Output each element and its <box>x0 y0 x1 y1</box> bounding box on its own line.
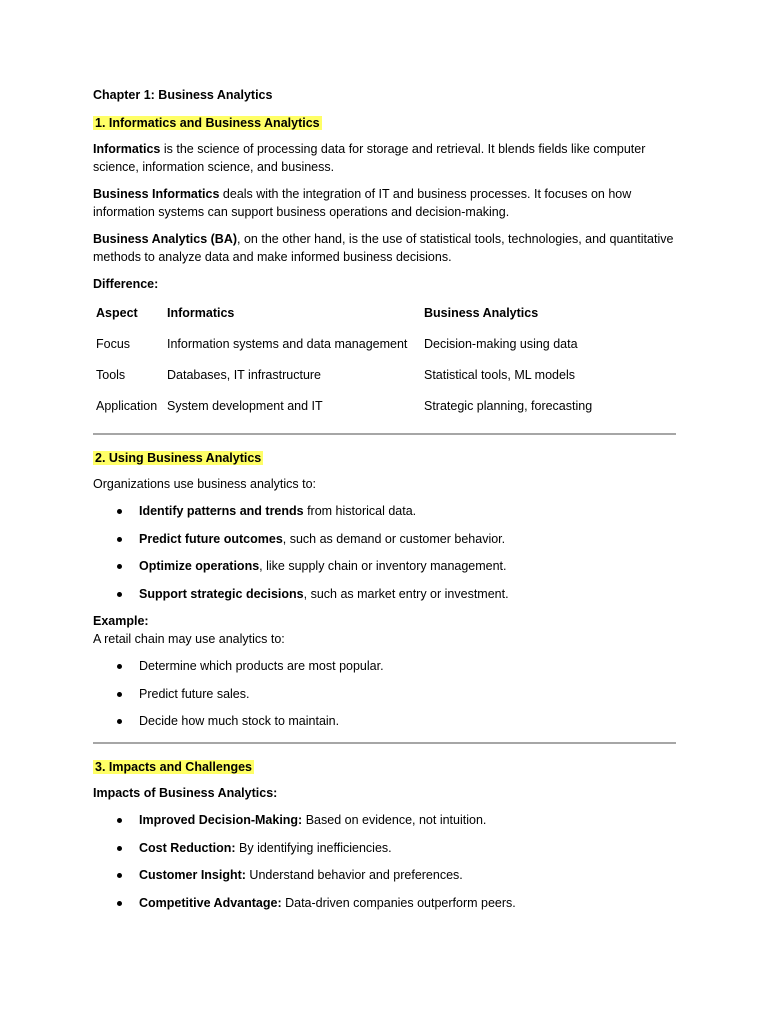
informatics-paragraph <box>93 140 676 176</box>
list-item-text: Decide how much stock to maintain. <box>139 714 340 728</box>
bullet-icon <box>117 846 122 851</box>
list-item-text: Determine which products are most popular. <box>139 659 384 673</box>
list-item <box>93 530 676 548</box>
section-3-heading <box>93 758 676 776</box>
section-2-heading <box>93 449 676 467</box>
table-cell: Information systems and data management <box>167 336 408 351</box>
table-header-cell: Informatics <box>167 305 235 320</box>
table-cell: Tools <box>96 367 126 382</box>
table-cell: Focus <box>96 336 131 351</box>
business-analytics-paragraph <box>93 230 676 266</box>
list-item <box>93 557 676 575</box>
list-item-text: from historical data. <box>303 504 417 518</box>
table-cell: Decision-making using data <box>424 336 578 351</box>
list-item-text: , like supply chain or inventory management. <box>259 559 507 573</box>
bullet-icon <box>117 509 122 514</box>
list-item-text: By identifying inefficiencies. <box>235 840 392 855</box>
table-row <box>93 390 674 421</box>
bullet-icon <box>117 818 122 823</box>
table-cell: Application <box>96 398 158 413</box>
section-divider <box>93 742 676 744</box>
table-cell: Databases, IT infrastructure <box>167 367 322 382</box>
list-item-bold: Support strategic decisions <box>139 586 304 601</box>
table-row <box>93 359 674 390</box>
bullet-icon <box>117 537 122 542</box>
bullet-icon <box>117 592 122 597</box>
list-item-text: Based on evidence, not intuition. <box>302 813 487 827</box>
uses-list <box>93 502 676 603</box>
example-list <box>93 657 676 730</box>
list-item-bold: Cost Reduction: <box>139 840 236 855</box>
bullet-icon <box>117 873 122 878</box>
business-informatics-paragraph <box>93 185 676 221</box>
example-label: Example: <box>93 614 149 628</box>
section-1-heading <box>93 114 676 132</box>
chapter-title: Chapter 1: Business Analytics <box>93 88 273 102</box>
bullet-icon <box>117 664 122 669</box>
bullet-icon <box>117 901 122 906</box>
table-cell: Strategic planning, forecasting <box>424 398 593 413</box>
section-1-heading-text: 1. Informatics and Business Analytics <box>95 116 320 130</box>
list-item-bold: Improved Decision-Making: <box>139 813 303 827</box>
list-item-text: Predict future sales. <box>139 686 250 701</box>
section-2-intro: Organizations use business analytics to: <box>93 477 317 491</box>
list-item-bold: Identify patterns and trends <box>139 504 304 518</box>
section-2-heading-text: 2. Using Business Analytics <box>95 451 262 465</box>
list-item-bold: Optimize operations <box>139 559 260 573</box>
list-item <box>93 839 676 857</box>
list-item <box>93 712 676 730</box>
list-item-text: , such as market entry or investment. <box>303 586 509 601</box>
list-item <box>93 894 676 912</box>
difference-label: Difference: <box>93 277 159 291</box>
list-item-text: , such as demand or customer behavior. <box>282 531 506 546</box>
impacts-list <box>93 811 676 912</box>
bullet-icon <box>117 564 122 569</box>
list-item-bold: Predict future outcomes <box>139 531 283 546</box>
business-analytics-term: Business Analytics (BA) <box>93 232 238 246</box>
table-cell: System development and IT <box>167 398 323 413</box>
list-item <box>93 585 676 603</box>
impacts-label: Impacts of Business Analytics: <box>93 786 278 800</box>
table-row <box>93 328 674 359</box>
table-cell: Statistical tools, ML models <box>424 367 575 382</box>
business-informatics-definition: deals with the integration of IT and business processes. It focuses on how information systems can support business operations and decision-making. <box>93 187 632 219</box>
list-item <box>93 811 676 829</box>
list-item <box>93 657 676 675</box>
difference-table <box>93 297 674 421</box>
bullet-icon <box>117 719 122 724</box>
list-item-bold: Customer Insight: <box>139 868 246 882</box>
table-header-cell: Business Analytics <box>424 305 539 320</box>
list-item <box>93 866 676 884</box>
document-page <box>93 86 676 921</box>
list-item <box>93 502 676 520</box>
list-item-bold: Competitive Advantage: <box>139 895 282 910</box>
business-informatics-term: Business Informatics <box>93 187 220 201</box>
bullet-icon <box>117 692 122 697</box>
table-header-cell: Aspect <box>96 305 138 320</box>
list-item-text: Understand behavior and preferences. <box>245 868 463 882</box>
informatics-term: Informatics <box>93 142 161 156</box>
informatics-definition: is the science of processing data for storage and retrieval. It blends fields like computer science, information science, and business. <box>93 142 646 174</box>
example-intro: A retail chain may use analytics to: <box>93 632 285 646</box>
list-item-text: Data-driven companies outperform peers. <box>281 895 516 910</box>
business-analytics-definition: , on the other hand, is the use of statistical tools, technologies, and quantitative methods to analyze data and make informed business decisions. <box>93 232 674 264</box>
table-header-row <box>93 297 674 328</box>
section-3-heading-text: 3. Impacts and Challenges <box>95 760 252 774</box>
list-item <box>93 685 676 703</box>
section-divider <box>93 433 676 435</box>
